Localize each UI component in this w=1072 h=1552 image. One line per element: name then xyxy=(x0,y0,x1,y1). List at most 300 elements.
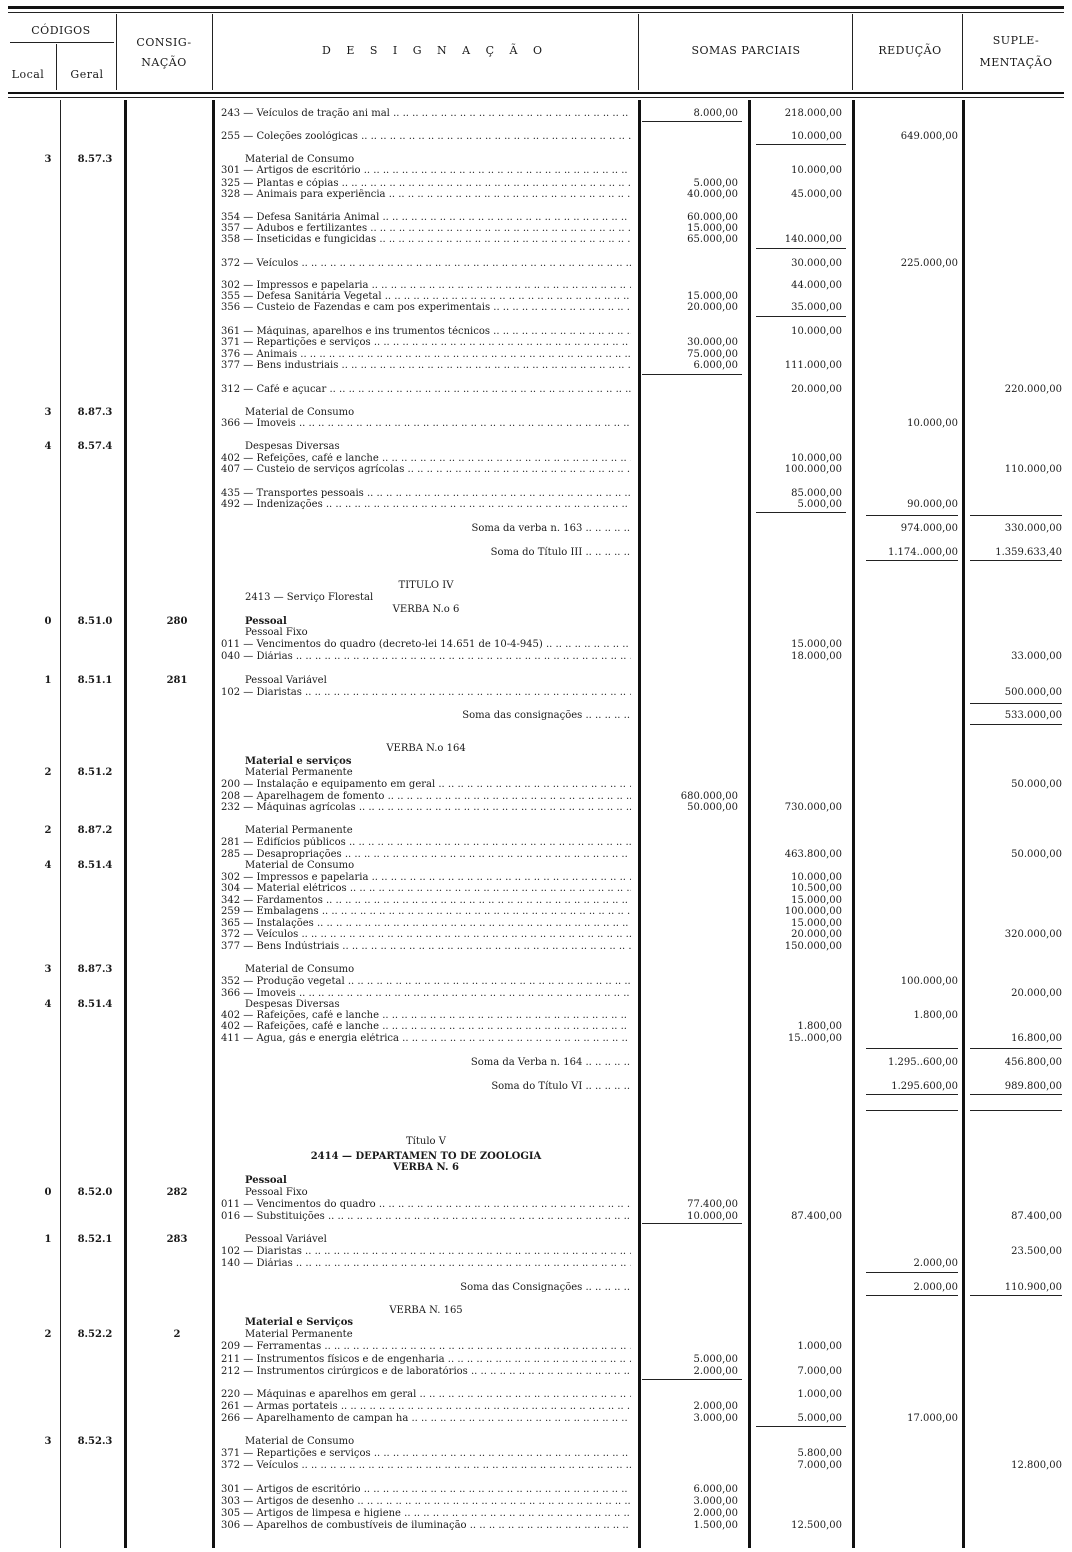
reducao-value: 225.000,00 xyxy=(900,258,958,269)
code-local: 2 xyxy=(44,767,52,778)
subtotal-rule xyxy=(756,316,846,317)
item-description: Despesas Diversas xyxy=(245,441,340,452)
item-description: Pessoal Variável xyxy=(245,1234,327,1245)
reducao-value: 1.174..000,00 xyxy=(888,547,958,558)
ledger-row xyxy=(0,1234,1072,1245)
ledger-row xyxy=(0,441,1072,452)
item-description: 372 — Veículos .. .. xyxy=(221,258,631,269)
hdr-sep-3 xyxy=(212,14,213,90)
item-description: 232 — Máquinas agrícolas .. .. xyxy=(221,802,631,813)
ledger-row xyxy=(0,895,1072,906)
partial-total: 20.000,00 xyxy=(791,384,842,395)
subtotal-rule xyxy=(642,1223,742,1224)
ledger-row xyxy=(0,523,1072,534)
suplementacao-value: 500.000,00 xyxy=(1004,687,1062,698)
suplementacao-value: 23.500,00 xyxy=(1011,1246,1062,1257)
consignacao-code: 281 xyxy=(166,675,188,686)
ledger-row xyxy=(0,291,1072,302)
ledger-row xyxy=(0,1413,1072,1424)
item-description: Material de Consumo xyxy=(245,964,355,975)
ledger-row xyxy=(0,872,1072,883)
ledger-row xyxy=(0,547,1072,558)
ledger-row xyxy=(0,223,1072,234)
ledger-row xyxy=(0,1010,1072,1021)
ledger-row xyxy=(0,337,1072,348)
item-description: 211 — Instrumentos físicos e de engenharia .. .. xyxy=(221,1354,631,1365)
subtotal-rule xyxy=(866,1110,958,1111)
partial-sum: 15.000,00 xyxy=(687,291,738,302)
item-description: Pessoal Fixo xyxy=(245,1187,308,1198)
partial-sum: 5.000,00 xyxy=(693,1354,738,1365)
item-description: 301 — Artigos de escritório .. .. xyxy=(221,1484,631,1495)
ledger-row xyxy=(0,837,1072,848)
ledger-row xyxy=(0,258,1072,269)
ledger-row xyxy=(0,651,1072,662)
partial-sum: 8.000,00 xyxy=(693,108,738,119)
subtotal-rule xyxy=(970,724,1062,725)
ledger-row xyxy=(0,580,1072,591)
code-geral: 8.51.4 xyxy=(77,999,113,1010)
suplementacao-value: 20.000,00 xyxy=(1011,988,1062,999)
code-local: 4 xyxy=(44,860,52,871)
ledger-row xyxy=(0,941,1072,952)
partial-total: 150.000,00 xyxy=(784,941,842,952)
item-description: 328 — Animais para experiência .. .. xyxy=(221,189,631,200)
partial-sum: 75.000,00 xyxy=(687,349,738,360)
item-description: 402 — Rafeições, café e lanche .. .. xyxy=(221,1010,631,1021)
reducao-value: 10.000,00 xyxy=(907,418,958,429)
consignacao-code: 2 xyxy=(173,1329,181,1340)
reducao-value: 90.000,00 xyxy=(907,499,958,510)
ledger-row xyxy=(0,1401,1072,1412)
code-geral: 8.51.0 xyxy=(77,616,113,627)
item-description: Material de Consumo xyxy=(245,407,355,418)
item-description: Despesas Diversas xyxy=(245,999,340,1010)
item-description: Material Permanente xyxy=(245,825,353,836)
code-geral: 8.52.2 xyxy=(77,1329,113,1340)
partial-sum: 5.000,00 xyxy=(693,178,738,189)
subtotal-rule xyxy=(756,512,846,513)
partial-total: 45.000,00 xyxy=(791,189,842,200)
partial-total: 12.500,00 xyxy=(791,1520,842,1531)
code-local: 2 xyxy=(44,825,52,836)
partial-sum: 30.000,00 xyxy=(687,337,738,348)
section-title: TÍTULO IV xyxy=(398,580,454,591)
item-description: 325 — Plantas e cópias .. .. xyxy=(221,178,631,189)
item-description: 402 — Refeições, café e lanche .. .. xyxy=(221,453,631,464)
partial-sum: 15.000,00 xyxy=(687,223,738,234)
partial-total: 463.800,00 xyxy=(784,849,842,860)
soma-label: Soma do Título III .. .. xyxy=(330,547,630,558)
item-description: 208 — Aparelhagem de fomento .. .. xyxy=(221,791,631,802)
item-description: 376 — Animais .. .. xyxy=(221,349,631,360)
code-local: 3 xyxy=(44,154,52,165)
partial-total: 1.000,00 xyxy=(797,1389,842,1400)
ledger-row xyxy=(0,360,1072,371)
item-description: 372 — Veículos .. .. xyxy=(221,929,631,940)
ledger-row xyxy=(0,929,1072,940)
subtotal-rule xyxy=(756,144,846,145)
code-local: 3 xyxy=(44,964,52,975)
item-description: 102 — Diaristas .. .. xyxy=(221,1246,631,1257)
item-description: 377 — Bens Indústriais .. .. xyxy=(221,941,631,952)
hdr-sep-1 xyxy=(56,44,57,90)
item-description: 366 — Imoveis .. .. xyxy=(221,418,631,429)
item-description: 301 — Artigos de escritório .. .. xyxy=(221,165,631,176)
partial-total: 1.800,00 xyxy=(797,1021,842,1032)
item-description: 266 — Aparelhamento de campan ha .. .. xyxy=(221,1413,631,1424)
ledger-row xyxy=(0,234,1072,245)
ledger-row xyxy=(0,212,1072,223)
item-description: 281 — Edifícios públicos .. .. xyxy=(221,837,631,848)
item-description: Pessoal Variável xyxy=(245,675,327,686)
item-description: Pessoal Fixo xyxy=(245,627,308,638)
ledger-row xyxy=(0,779,1072,790)
code-local: 1 xyxy=(44,1234,52,1245)
subtotal-rule xyxy=(970,703,1062,704)
ledger-row xyxy=(0,1520,1072,1531)
section-title: VERBA N.o 164 xyxy=(386,743,466,754)
soma-label: Soma do Título VI .. .. xyxy=(330,1081,630,1092)
item-description: 140 — Diárias .. .. xyxy=(221,1258,631,1269)
partial-sum: 60.000,00 xyxy=(687,212,738,223)
suplementacao-value: 33.000,00 xyxy=(1011,651,1062,662)
item-description: 285 — Desapropriações .. .. xyxy=(221,849,631,860)
subtotal-rule xyxy=(970,1110,1062,1111)
reducao-value: 100.000,00 xyxy=(900,976,958,987)
ledger-row xyxy=(0,1057,1072,1068)
suplementacao-value: 320.000,00 xyxy=(1004,929,1062,940)
partial-sum: 77.400,00 xyxy=(687,1199,738,1210)
partial-total: 15.000,00 xyxy=(791,895,842,906)
partial-total: 140.000,00 xyxy=(784,234,842,245)
item-description: 209 — Ferramentas .. .. xyxy=(221,1341,631,1352)
item-description: Material de Consumo xyxy=(245,154,355,165)
ledger-row xyxy=(0,710,1072,721)
item-description: 303 — Artigos de desenho .. .. xyxy=(221,1496,631,1507)
partial-sum: 1.500,00 xyxy=(693,1520,738,1531)
ledger-row xyxy=(0,1329,1072,1340)
header-local: Local xyxy=(11,68,45,81)
header-reducao: REDUÇÃO xyxy=(878,44,942,57)
suplementacao-value: 87.400,00 xyxy=(1011,1211,1062,1222)
header-designacao: D E S I G N A Ç Ã O xyxy=(322,44,548,57)
item-description: Material e serviços xyxy=(245,756,352,767)
partial-total: 10.000,00 xyxy=(791,326,842,337)
ledger-row xyxy=(0,1199,1072,1210)
ledger-row xyxy=(0,1033,1072,1044)
item-description: 365 — Instalações .. .. xyxy=(221,918,631,929)
reducao-value: 974.000,00 xyxy=(900,523,958,534)
code-geral: 8.51.2 xyxy=(77,767,113,778)
ledger-row xyxy=(0,1354,1072,1365)
hdr-sep-2 xyxy=(116,14,117,90)
item-description: 377 — Bens industriais .. .. xyxy=(221,360,631,371)
ledger-row xyxy=(0,499,1072,510)
item-description: 259 — Embalagens .. .. xyxy=(221,906,631,917)
top-rule-thin xyxy=(8,12,1064,13)
partial-total: 20.000,00 xyxy=(791,929,842,940)
section-title: VERBA N. 6 xyxy=(393,1162,459,1173)
partial-total: 111.000,00 xyxy=(784,360,842,371)
suplementacao-value: 50.000,00 xyxy=(1011,849,1062,860)
ledger-row xyxy=(0,1151,1072,1162)
partial-total: 10.000,00 xyxy=(791,131,842,142)
item-description: 212 — Instrumentos cirúrgicos e de laboratórios .. .. xyxy=(221,1366,631,1377)
suplementacao-value: 533.000,00 xyxy=(1004,710,1062,721)
item-description: 312 — Café e açucar .. .. xyxy=(221,384,631,395)
partial-total: 10.000,00 xyxy=(791,872,842,883)
ledger-row xyxy=(0,1136,1072,1147)
partial-total: 10.000,00 xyxy=(791,165,842,176)
code-geral: 8.52.0 xyxy=(77,1187,113,1198)
subtotal-rule xyxy=(756,248,846,249)
hdr-sep-4 xyxy=(638,14,639,90)
item-description: 220 — Máquinas e aparelhos em geral .. .. xyxy=(221,1389,631,1400)
item-description: 016 — Substituições .. .. xyxy=(221,1211,631,1222)
subtotal-rule xyxy=(642,374,742,375)
code-local: 3 xyxy=(44,407,52,418)
partial-total: 15..000,00 xyxy=(787,1033,842,1044)
ledger-row xyxy=(0,280,1072,291)
code-geral: 8.87.3 xyxy=(77,407,113,418)
ledger-row xyxy=(0,418,1072,429)
subtotal-rule xyxy=(866,1094,958,1095)
header-bottom-rule xyxy=(8,92,1064,94)
ledger-row xyxy=(0,1258,1072,1269)
subtotal-rule xyxy=(970,515,1062,516)
ledger-row xyxy=(0,349,1072,360)
item-description: 407 — Custeio de serviços agrícolas .. .. xyxy=(221,464,631,475)
item-description: 040 — Diárias .. .. xyxy=(221,651,631,662)
code-geral: 8.57.4 xyxy=(77,441,113,452)
suplementacao-value: 12.800,00 xyxy=(1011,1460,1062,1471)
ledger-row xyxy=(0,1389,1072,1400)
ledger-row xyxy=(0,627,1072,638)
item-description: 356 — Custeio de Fazendas e cam pos experimentais .. .. xyxy=(221,302,631,313)
partial-sum: 50.000,00 xyxy=(687,802,738,813)
suplementacao-value: 1.359.633,40 xyxy=(995,547,1062,558)
subtotal-rule xyxy=(866,560,958,561)
ledger-row xyxy=(0,131,1072,142)
item-description: 261 — Armas portateis .. .. xyxy=(221,1401,631,1412)
item-description: 492 — Indenizações .. .. xyxy=(221,499,631,510)
ledger-row xyxy=(0,384,1072,395)
item-description: Pessoal xyxy=(245,1175,287,1186)
partial-sum: 20.000,00 xyxy=(687,302,738,313)
header-suple-2: MENTAÇÃO xyxy=(979,56,1053,69)
code-local: 3 xyxy=(44,1436,52,1447)
suplementacao-value: 50.000,00 xyxy=(1011,779,1062,790)
ledger-row xyxy=(0,1021,1072,1032)
ledger-row xyxy=(0,687,1072,698)
code-local: 4 xyxy=(44,999,52,1010)
subtotal-rule xyxy=(866,1272,958,1273)
ledger-row xyxy=(0,1460,1072,1471)
soma-label: Soma da Verba n. 164 .. .. xyxy=(330,1057,630,1068)
header-geral: Geral xyxy=(70,68,104,81)
ledger-row xyxy=(0,767,1072,778)
ledger-row xyxy=(0,326,1072,337)
code-local: 0 xyxy=(44,616,52,627)
partial-sum: 3.000,00 xyxy=(693,1413,738,1424)
ledger-row xyxy=(0,1484,1072,1495)
partial-sum: 680.000,00 xyxy=(680,791,738,802)
partial-total: 5.000,00 xyxy=(797,499,842,510)
item-description: 102 — Diaristas .. .. xyxy=(221,687,631,698)
ledger-row xyxy=(0,1496,1072,1507)
code-local: 2 xyxy=(44,1329,52,1340)
ledger-row xyxy=(0,1508,1072,1519)
partial-total: 5.000,00 xyxy=(797,1413,842,1424)
consignacao-code: 283 xyxy=(166,1234,188,1245)
hdr-sep-6 xyxy=(962,14,963,90)
item-description: 354 — Defesa Sanitária Animal .. .. xyxy=(221,212,631,223)
ledger-row xyxy=(0,616,1072,627)
ledger-row xyxy=(0,464,1072,475)
ledger-row xyxy=(0,999,1072,1010)
item-description: 011 — Vencimentos do quadro .. .. xyxy=(221,1199,631,1210)
subtotal-rule xyxy=(970,560,1062,561)
item-description: 366 — Imoveis .. .. xyxy=(221,988,631,999)
code-geral: 8.52.3 xyxy=(77,1436,113,1447)
top-rule xyxy=(8,6,1064,9)
item-description: 371 — Repartições e serviços .. .. xyxy=(221,337,631,348)
partial-total: 85.000,00 xyxy=(791,488,842,499)
header-bottom-rule-thin xyxy=(8,97,1064,98)
item-description: 304 — Material elétricos .. .. xyxy=(221,883,631,894)
header-consig-1: CONSIG- xyxy=(136,36,192,49)
ledger-row xyxy=(0,1175,1072,1186)
partial-sum: 2.000,00 xyxy=(693,1508,738,1519)
ledger-row xyxy=(0,1187,1072,1198)
item-description: Material de Consumo xyxy=(245,1436,355,1447)
partial-total: 100.000,00 xyxy=(784,464,842,475)
subtotal-rule xyxy=(970,1295,1062,1296)
partial-sum: 65.000,00 xyxy=(687,234,738,245)
code-local: 0 xyxy=(44,1187,52,1198)
code-geral: 8.87.3 xyxy=(77,964,113,975)
subtotal-rule xyxy=(642,121,742,122)
reducao-value: 2.000,00 xyxy=(913,1258,958,1269)
partial-total: 35.000,00 xyxy=(791,302,842,313)
soma-label: Soma das Consignações .. .. xyxy=(330,1282,630,1293)
item-description: 302 — Impressos e papelaria .. .. xyxy=(221,280,631,291)
item-description: 306 — Aparelhos de combustíveis de iluminação .. .. xyxy=(221,1520,631,1531)
section-title: VERBA N.o 6 xyxy=(392,604,460,615)
ledger-row xyxy=(0,743,1072,754)
item-description: Material Permanente xyxy=(245,1329,353,1340)
ledger-row xyxy=(0,639,1072,650)
partial-sum: 40.000,00 xyxy=(687,189,738,200)
ledger-row xyxy=(0,825,1072,836)
reducao-value: 649.000,00 xyxy=(900,131,958,142)
item-description: Pessoal xyxy=(245,616,287,627)
ledger-row xyxy=(0,165,1072,176)
reducao-value: 1.800,00 xyxy=(913,1010,958,1021)
subtotal-rule xyxy=(866,1295,958,1296)
consignacao-code: 282 xyxy=(166,1187,188,1198)
item-description: 011 — Vencimentos do quadro (decreto-lei 14.651 de 10-4-945) .. .. xyxy=(221,639,631,650)
item-description: 357 — Adubos e fertilizantes .. .. xyxy=(221,223,631,234)
ledger-row xyxy=(0,1211,1072,1222)
subtotal-rule xyxy=(642,1379,742,1380)
code-geral: 8.52.1 xyxy=(77,1234,113,1245)
partial-total: 1.000,00 xyxy=(797,1341,842,1352)
header-codigos-rule xyxy=(10,42,114,43)
ledger-row xyxy=(0,1246,1072,1257)
header-somas-parciais: SOMAS PARCIAIS xyxy=(691,44,801,57)
ledger-row xyxy=(0,675,1072,686)
ledger-row xyxy=(0,407,1072,418)
partial-sum: 3.000,00 xyxy=(693,1496,738,1507)
item-description: 361 — Máquinas, aparelhos e ins trumentos técnicos .. .. xyxy=(221,326,631,337)
ledger-row xyxy=(0,1448,1072,1459)
partial-total: 730.000,00 xyxy=(784,802,842,813)
code-local: 1 xyxy=(44,675,52,686)
item-description: 358 — Inseticidas e fungicidas .. .. xyxy=(221,234,631,245)
ledger-row xyxy=(0,488,1072,499)
item-description: 372 — Veículos .. .. xyxy=(221,1460,631,1471)
hdr-sep-5 xyxy=(852,14,853,90)
ledger-row xyxy=(0,1162,1072,1173)
partial-total: 7.000,00 xyxy=(797,1460,842,1471)
ledger-row xyxy=(0,189,1072,200)
partial-total: 10.000,00 xyxy=(791,453,842,464)
ledger-row xyxy=(0,988,1072,999)
partial-total: 87.400,00 xyxy=(791,1211,842,1222)
item-description: 402 — Rafeições, café e lanche .. .. xyxy=(221,1021,631,1032)
subtotal-rule xyxy=(866,515,958,516)
item-description: 435 — Transportes pessoais .. .. xyxy=(221,488,631,499)
code-geral: 8.57.3 xyxy=(77,154,113,165)
ledger-row xyxy=(0,178,1072,189)
suplementacao-value: 456.800,00 xyxy=(1004,1057,1062,1068)
code-geral: 8.51.4 xyxy=(77,860,113,871)
reducao-value: 1.295.600,00 xyxy=(891,1081,958,1092)
item-description: Material de Consumo xyxy=(245,860,355,871)
section-title: VERBA N. 165 xyxy=(389,1305,463,1316)
ledger-row xyxy=(0,791,1072,802)
partial-total: 15.000,00 xyxy=(791,639,842,650)
ledger-row xyxy=(0,849,1072,860)
partial-sum: 2.000,00 xyxy=(693,1401,738,1412)
ledger-row xyxy=(0,108,1072,119)
item-description: 2413 — Serviço Florestal xyxy=(245,592,374,603)
partial-total: 10.500,00 xyxy=(791,883,842,894)
subtotal-rule xyxy=(970,1048,1062,1049)
consignacao-code: 280 xyxy=(166,616,188,627)
soma-label: Soma das consignações .. .. xyxy=(330,710,630,721)
soma-label: Soma da verba n. 163 .. .. xyxy=(330,523,630,534)
ledger-row xyxy=(0,906,1072,917)
partial-total: 5.800,00 xyxy=(797,1448,842,1459)
subtotal-rule xyxy=(756,1426,846,1427)
suplementacao-value: 330.000,00 xyxy=(1004,523,1062,534)
item-description: 411 — Agua, gás e energia elétrica .. .. xyxy=(221,1033,631,1044)
header-suple-1: SUPLE- xyxy=(992,34,1040,47)
suplementacao-value: 220.000,00 xyxy=(1004,384,1062,395)
suplementacao-value: 989.800,00 xyxy=(1004,1081,1062,1092)
partial-total: 15.000,00 xyxy=(791,918,842,929)
reducao-value: 17.000,00 xyxy=(907,1413,958,1424)
section-title: 2414 — DEPARTAMEN TO DE ZOOLOGIA xyxy=(310,1151,542,1162)
header-consig-2: NAÇÃO xyxy=(141,56,187,69)
code-local: 4 xyxy=(44,441,52,452)
item-description: 355 — Defesa Sanitária Vegetal .. .. xyxy=(221,291,631,302)
partial-total: 7.000,00 xyxy=(797,1366,842,1377)
code-geral: 8.87.2 xyxy=(77,825,113,836)
